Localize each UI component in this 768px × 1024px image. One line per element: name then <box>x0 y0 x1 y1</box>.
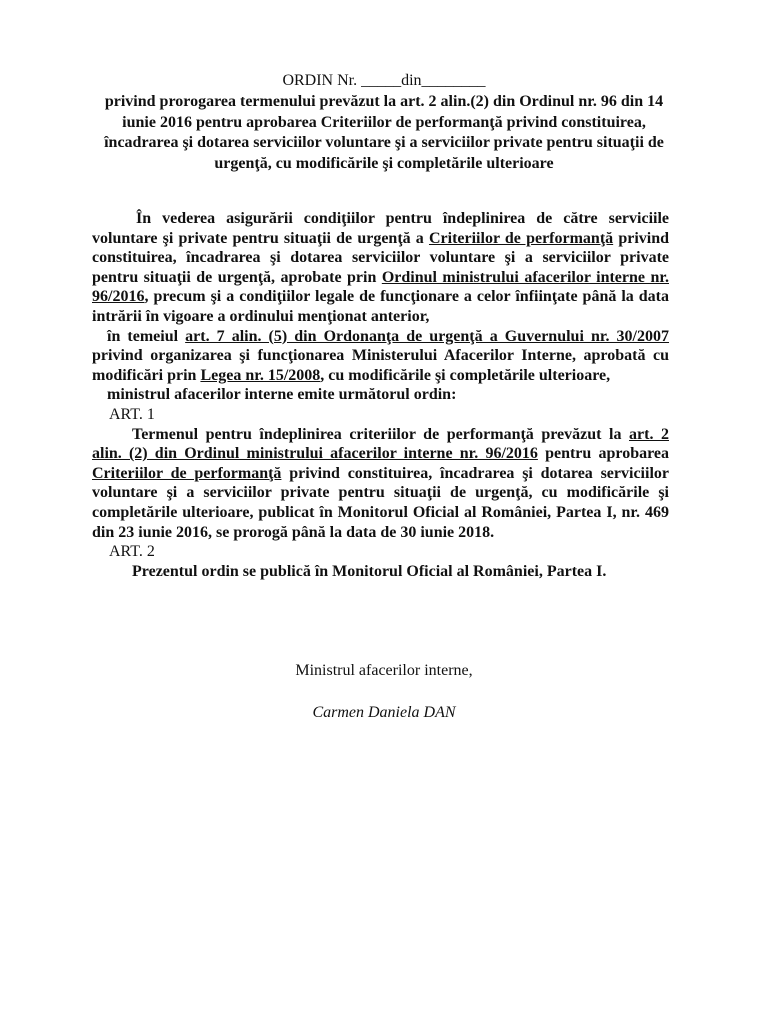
preamble-text: în temeiul <box>107 327 186 345</box>
link-legea-15-2008[interactable]: Legea nr. 15/2008 <box>200 366 321 384</box>
preamble-text: , cu modificările şi completările ulterioare, <box>320 366 611 384</box>
article-1-label: ART. 1 <box>109 405 155 423</box>
preamble-text: În vederea asigurării condiţiilor pentru îndeplinirea de către serviciile voluntare şi private pentru situaţii de urgenţă a <box>92 210 669 247</box>
article-2-label: ART. 2 <box>109 543 155 561</box>
link-ordin-96-2016[interactable]: Ordinul ministrului afacerilor interne nr. 96/2016 <box>92 268 669 306</box>
link-art-2-alin-2[interactable]: art. 2 alin. (2) din Ordinul ministrului afacerilor interne nr. 96/2016 <box>92 425 669 463</box>
order-subject: privind prorogarea termenului prevăzut la art. 2 alin.(2) din Ordinul nr. 96 din 14 iunie 2016 pentru aprobarea Criteriilor de performanţă privind constituirea, încadrarea şi dotarea serviciilor voluntare şi a serviciilor private pentru situaţii de urgenţă, cu modificările şi completările ulterioare <box>104 93 664 172</box>
article-text: Termenul pentru îndeplinirea criteriilor de performanţă prevăzut la <box>132 425 630 443</box>
article-text: privind constituirea, încadrarea şi dotarea serviciilor voluntare şi a serviciilor private pentru situaţii de urgenţă, cu modificările şi completările ulterioare, publicat în Monitorul Oficial al României, Partea I, nr. 469 din 23 iunie 2016, se prorogă până la data de 30 iunie 2018. <box>92 464 669 541</box>
preamble-text: , precum şi a condiţiilor legale de funcţionare a celor înfiinţate până la data intrării în vigoare a ordinului menţionat anterior, <box>92 288 669 325</box>
link-criterii-performanta-2[interactable]: Criteriilor de performanţă <box>92 464 282 482</box>
article-text: pentru aprobarea <box>537 445 670 463</box>
document-body <box>92 209 669 581</box>
link-oug-30-2007[interactable]: art. 7 alin. (5) din Ordonanţa de urgenţă a Guvernului nr. 30/2007 <box>185 327 670 345</box>
link-criterii-performanta[interactable]: Criteriilor de performanţă <box>428 229 614 247</box>
signature-name: Carmen Daniela DAN <box>312 704 456 721</box>
article-1-text <box>92 425 669 543</box>
preamble-text: privind organizarea şi funcţionarea Ministerului Afacerilor Interne, aprobată cu modificări prin <box>92 347 669 384</box>
preamble-text: privind constituirea, încadrarea şi dotarea serviciilor voluntare şi a serviciilor private pentru situaţii de urgenţă, aprobate prin <box>92 229 670 286</box>
preamble-paragraph-1 <box>92 209 669 327</box>
article-2-text: Prezentul ordin se publică în Monitorul Oficial al României, Partea I. <box>132 562 607 580</box>
order-title: ORDIN Nr. _____din________ <box>282 72 486 89</box>
preamble-paragraph-3: ministrul afacerilor interne emite următorul ordin: <box>107 386 457 404</box>
preamble-paragraph-2 <box>92 327 669 386</box>
signature-role: Ministrul afacerilor interne, <box>295 662 473 679</box>
